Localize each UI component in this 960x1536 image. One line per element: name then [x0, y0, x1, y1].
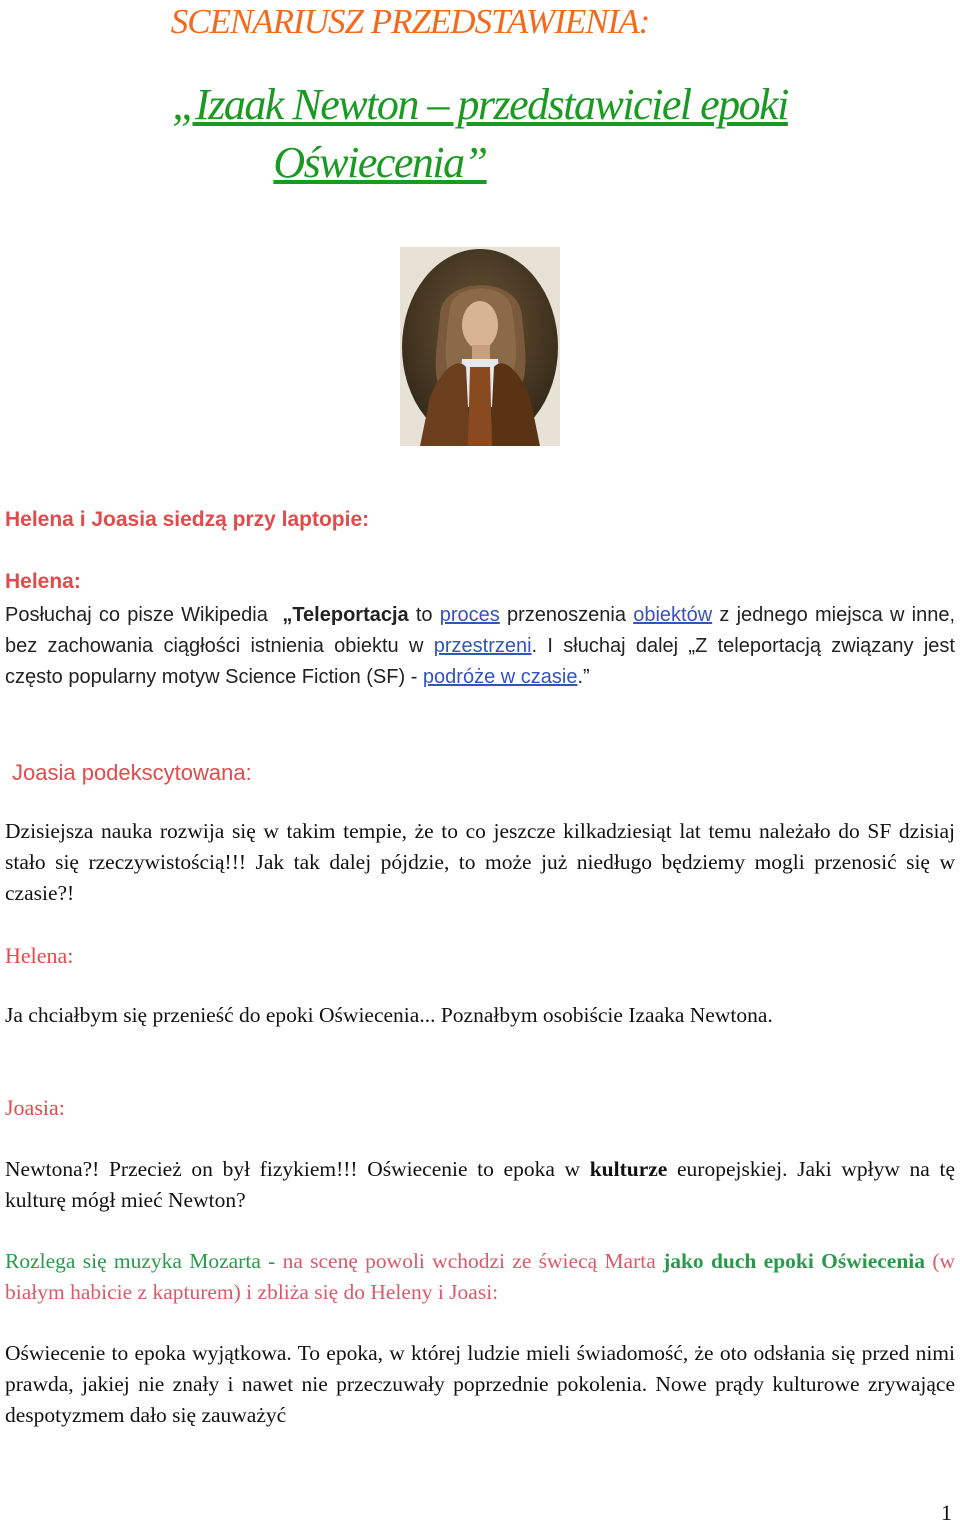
- newton-portrait-image: [400, 247, 560, 446]
- dialog1-paragraph: [5, 600, 955, 693]
- dialog1-text-e: . I słuchaj dalej „Z teleportacją związany jest często popularny motyw Science Fiction (SF) -: [5, 635, 955, 688]
- main-title-line2: Oświecenia”: [273, 138, 487, 187]
- stage-text-b: na scenę powoli wchodzi ze świecą Marta: [282, 1249, 664, 1273]
- link-podroze-w-czasie[interactable]: podróże w czasie: [422, 666, 578, 688]
- speaker-label: Joasia:: [5, 1095, 65, 1120]
- dialog1-text-b: to: [408, 604, 440, 626]
- speaker-label: Helena:: [5, 570, 81, 593]
- stage-text-a: Rozlega się muzyka Mozarta -: [5, 1249, 283, 1273]
- dialog4-text-b: europejskiej. Jaki wpływ na tę kulturę mógł mieć Newton?: [5, 1157, 956, 1212]
- speaker-joasia-excited: [12, 757, 960, 789]
- dialog1-text-c: przenoszenia: [499, 604, 634, 626]
- speaker-helena-1: [5, 566, 955, 597]
- dialog1-text-d: z jednego miejsca w inne, bez zachowania ciągłości istnienia obiektu w: [5, 604, 955, 657]
- newton-portrait: [400, 247, 560, 446]
- page-number: 1: [941, 1500, 952, 1525]
- link-przestrzeni[interactable]: przestrzeni: [433, 635, 532, 657]
- link-proces[interactable]: proces: [439, 604, 500, 626]
- dialog1-text-f: .”: [577, 666, 590, 688]
- speaker-label: Joasia podekscytowana:: [12, 760, 252, 785]
- speaker-helena-2: [5, 940, 955, 972]
- final-paragraph: Oświecenie to epoka wyjątkowa. To epoka, w której ludzie mieli świadomość, że oto odsłania się przed nimi prawda, jakiej nie znały i nawet nie przeczuwały poprzednie pokolenia. Nowe prądy kulturowe zrywające despotyzmem dało się zauważyć: [5, 1341, 955, 1427]
- intro-heading-text: Helena i Joasia siedzą przy laptopie:: [5, 508, 370, 531]
- dialog2-paragraph: Dzisiejsza nauka rozwija się w takim tempie, że to co jeszcze kilkadziesiąt lat temu należało do SF dzisiaj stało się rzeczywistością!!! Jak tak dalej pójdzie, to może już niedługo będziemy mogli przenosić się w czasie?!: [5, 819, 955, 905]
- dialog4-paragraph: [5, 1154, 955, 1216]
- dialog3-paragraph: Ja chciałbym się przenieść do epoki Oświecenia... Poznałbym osobiście Izaaka Newtona.: [5, 1003, 773, 1027]
- intro-heading: [5, 504, 955, 535]
- dialog4-text-a: Newtona?! Przecież on był fizykiem!!! Oświecenie to epoka w: [5, 1157, 590, 1181]
- dialog1-bold: „Teleportacja: [282, 604, 409, 626]
- stage-direction: [5, 1246, 955, 1308]
- scenario-header: SCENARIUSZ PRZEDSTAWIENIA:: [170, 2, 650, 41]
- main-title-line1: „Izaak Newton – przedstawiciel epoki: [172, 80, 788, 129]
- speaker-joasia: [5, 1092, 955, 1124]
- speaker-label: Helena:: [5, 943, 74, 968]
- dialog1-text-a: Posłuchaj co pisze Wikipedia: [5, 604, 268, 626]
- dialog4-bold: kulturze: [589, 1157, 668, 1181]
- stage-text-c: jako duch epoki Oświecenia: [663, 1249, 926, 1273]
- stage-text-d: (w białym habicie z kapturem) i zbliża się do Heleny i Joasi:: [5, 1249, 955, 1304]
- link-obiektow[interactable]: obiektów: [633, 604, 713, 626]
